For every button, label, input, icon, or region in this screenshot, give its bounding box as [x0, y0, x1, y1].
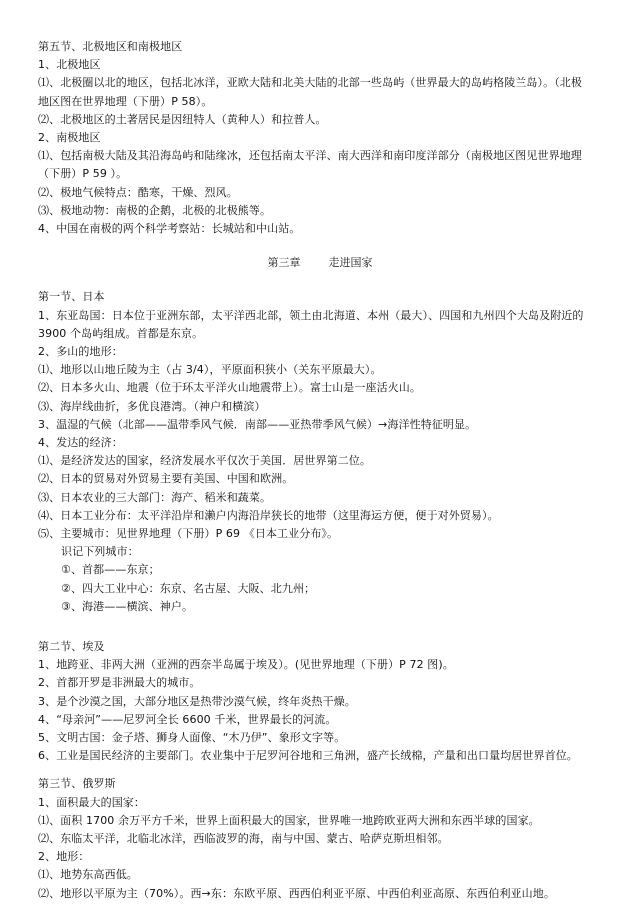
section-heading-egypt: 第二节、埃及: [38, 640, 105, 653]
paragraph-line: ⑵、东临太平洋，北临北冰洋，西临波罗的海，南与中国、蒙古、哈萨克斯坦相邻。: [38, 832, 449, 845]
paragraph-line: 4、中国在南极的两个科学考察站：长城站和中山站。: [38, 222, 301, 235]
paragraph-line: 2、首都开罗是非洲最大的城市。: [38, 676, 201, 689]
paragraph-line: 2、地形：: [38, 850, 90, 863]
paragraph-line: ⑸、主要城市：见世界地理（下册）P 69 《日本工业分布》。: [38, 527, 339, 540]
subheading-antarctic: 2、南极地区: [38, 131, 101, 144]
paragraph-line: 1、面积最大的国家：: [38, 796, 145, 809]
paragraph-line: ⑴、是经济发达的国家，经济发展水平仅次于美国．居世界第二位。: [38, 454, 371, 467]
chapter-title: 第三章 走进国家: [267, 256, 373, 269]
paragraph-line: ③、海港——横滨、神户。: [61, 600, 194, 613]
section-heading-russia: 第三节、俄罗斯: [38, 777, 116, 790]
paragraph-line: ⑷、日本工业分布：太平洋沿岸和濑户内海沿岸狭长的地带（这里海运方便，便于对外贸易）。: [38, 509, 499, 522]
paragraph-line: ⑶、日本农业的三大部门：海产、稻米和蔬菜。: [38, 491, 272, 504]
paragraph-line: 1、地跨亚、非两大洲（亚洲的西奈半岛属于埃及）。(见世界地理（下册）P 72 图)。: [38, 658, 454, 671]
paragraph-line: ②、四大工业中心：东京、名古屋、大阪、北九州；: [61, 582, 316, 595]
paragraph-line: 4、“母亲河”——尼罗河全长 6600 千米，世界最长的河流。: [38, 713, 337, 726]
paragraph-line: ⑵、极地气候特点：酷寒，干燥、烈风。: [38, 186, 238, 199]
subheading-arctic: 1、北极地区: [38, 58, 101, 71]
paragraph-line: ⑴、地形以山地丘陵为主（占 3/4），平原面积狭小（关东平原最大）。: [38, 363, 382, 376]
paragraph-line: ⑵、北极地区的土著居民是因纽特人（黄种人）和拉普人。: [38, 113, 327, 126]
paragraph-line: 2、多山的地形：: [38, 345, 123, 358]
paragraph-line: 1、东亚岛国：日本位于亚洲东部，太平洋西北部，领土由北海道、本州（最大）、四国和九州四个大岛及附近的: [38, 309, 584, 322]
section-heading-polar: 第五节、北极地区和南极地区: [38, 40, 183, 53]
paragraph-line: ⑴、北极圈以北的地区，包括北冰洋，亚欧大陆和北美大陆的北部一些岛屿（世界最大的岛屿格陵兰岛）。（北极: [38, 76, 582, 89]
paragraph-line: ⑵、日本的贸易对外贸易主要有美国、中国和欧洲。: [38, 472, 294, 485]
paragraph-line: ①、首都——东京；: [61, 563, 160, 576]
paragraph-line: ⑴、地势东高西低。: [38, 868, 138, 881]
paragraph-line: ⑶、海岸线曲折，多优良港湾。（神户和横滨）: [38, 400, 266, 413]
paragraph-line: 3、是个沙漠之国，大部分地区是热带沙漠气候，终年炎热干燥。: [38, 695, 356, 708]
paragraph-line: ⑴、面积 1700 余万平方千米，世界上面积最大的国家，世界唯一地跨欧亚两大洲和东西半球的国家。: [38, 814, 540, 827]
paragraph-line: 5、文明古国：金子塔、狮身人面像、“木乃伊”、象形文字等。: [38, 731, 346, 744]
paragraph-line: ⑴、包括南极大陆及其沿海岛屿和陆缘冰，还包括南太平洋、南大西洋和南印度洋部分（南极地区图见世界地理: [38, 149, 582, 162]
paragraph-line: 3、温湿的气候（北部——温带季风气候．南部——亚热带季风气候）→海洋性特征明显。: [38, 418, 477, 431]
paragraph-line: 地区图在世界地理（下册）P 58）。: [38, 95, 213, 108]
paragraph-line: 4、发达的经济：: [38, 436, 123, 449]
paragraph-line: 3900 个岛屿组成。首都是东京。: [38, 327, 204, 340]
paragraph-line: 6、工业是国民经济的主要部门。农业集中于尼罗河谷地和三角洲，盛产长绒棉，产量和出口量均居世界首位。: [38, 749, 578, 762]
section-heading-japan: 第一节、日本: [38, 290, 105, 303]
paragraph-line: （下册）P 59 ）。: [38, 167, 128, 180]
paragraph-line: ⑵、地形以平原为主（70%）。西→东：东欧平原、西西伯利亚平原、中西伯利亚高原、东西伯利亚山地。: [38, 887, 555, 900]
paragraph-line: 识记下列城市：: [61, 545, 139, 558]
paragraph-line: ⑵、日本多火山、地震（位于环太平洋火山地震带上）。富士山是一座活火山。: [38, 381, 421, 394]
paragraph-line: ⑶、极地动物：南极的企鹅，北极的北极熊等。: [38, 204, 272, 217]
